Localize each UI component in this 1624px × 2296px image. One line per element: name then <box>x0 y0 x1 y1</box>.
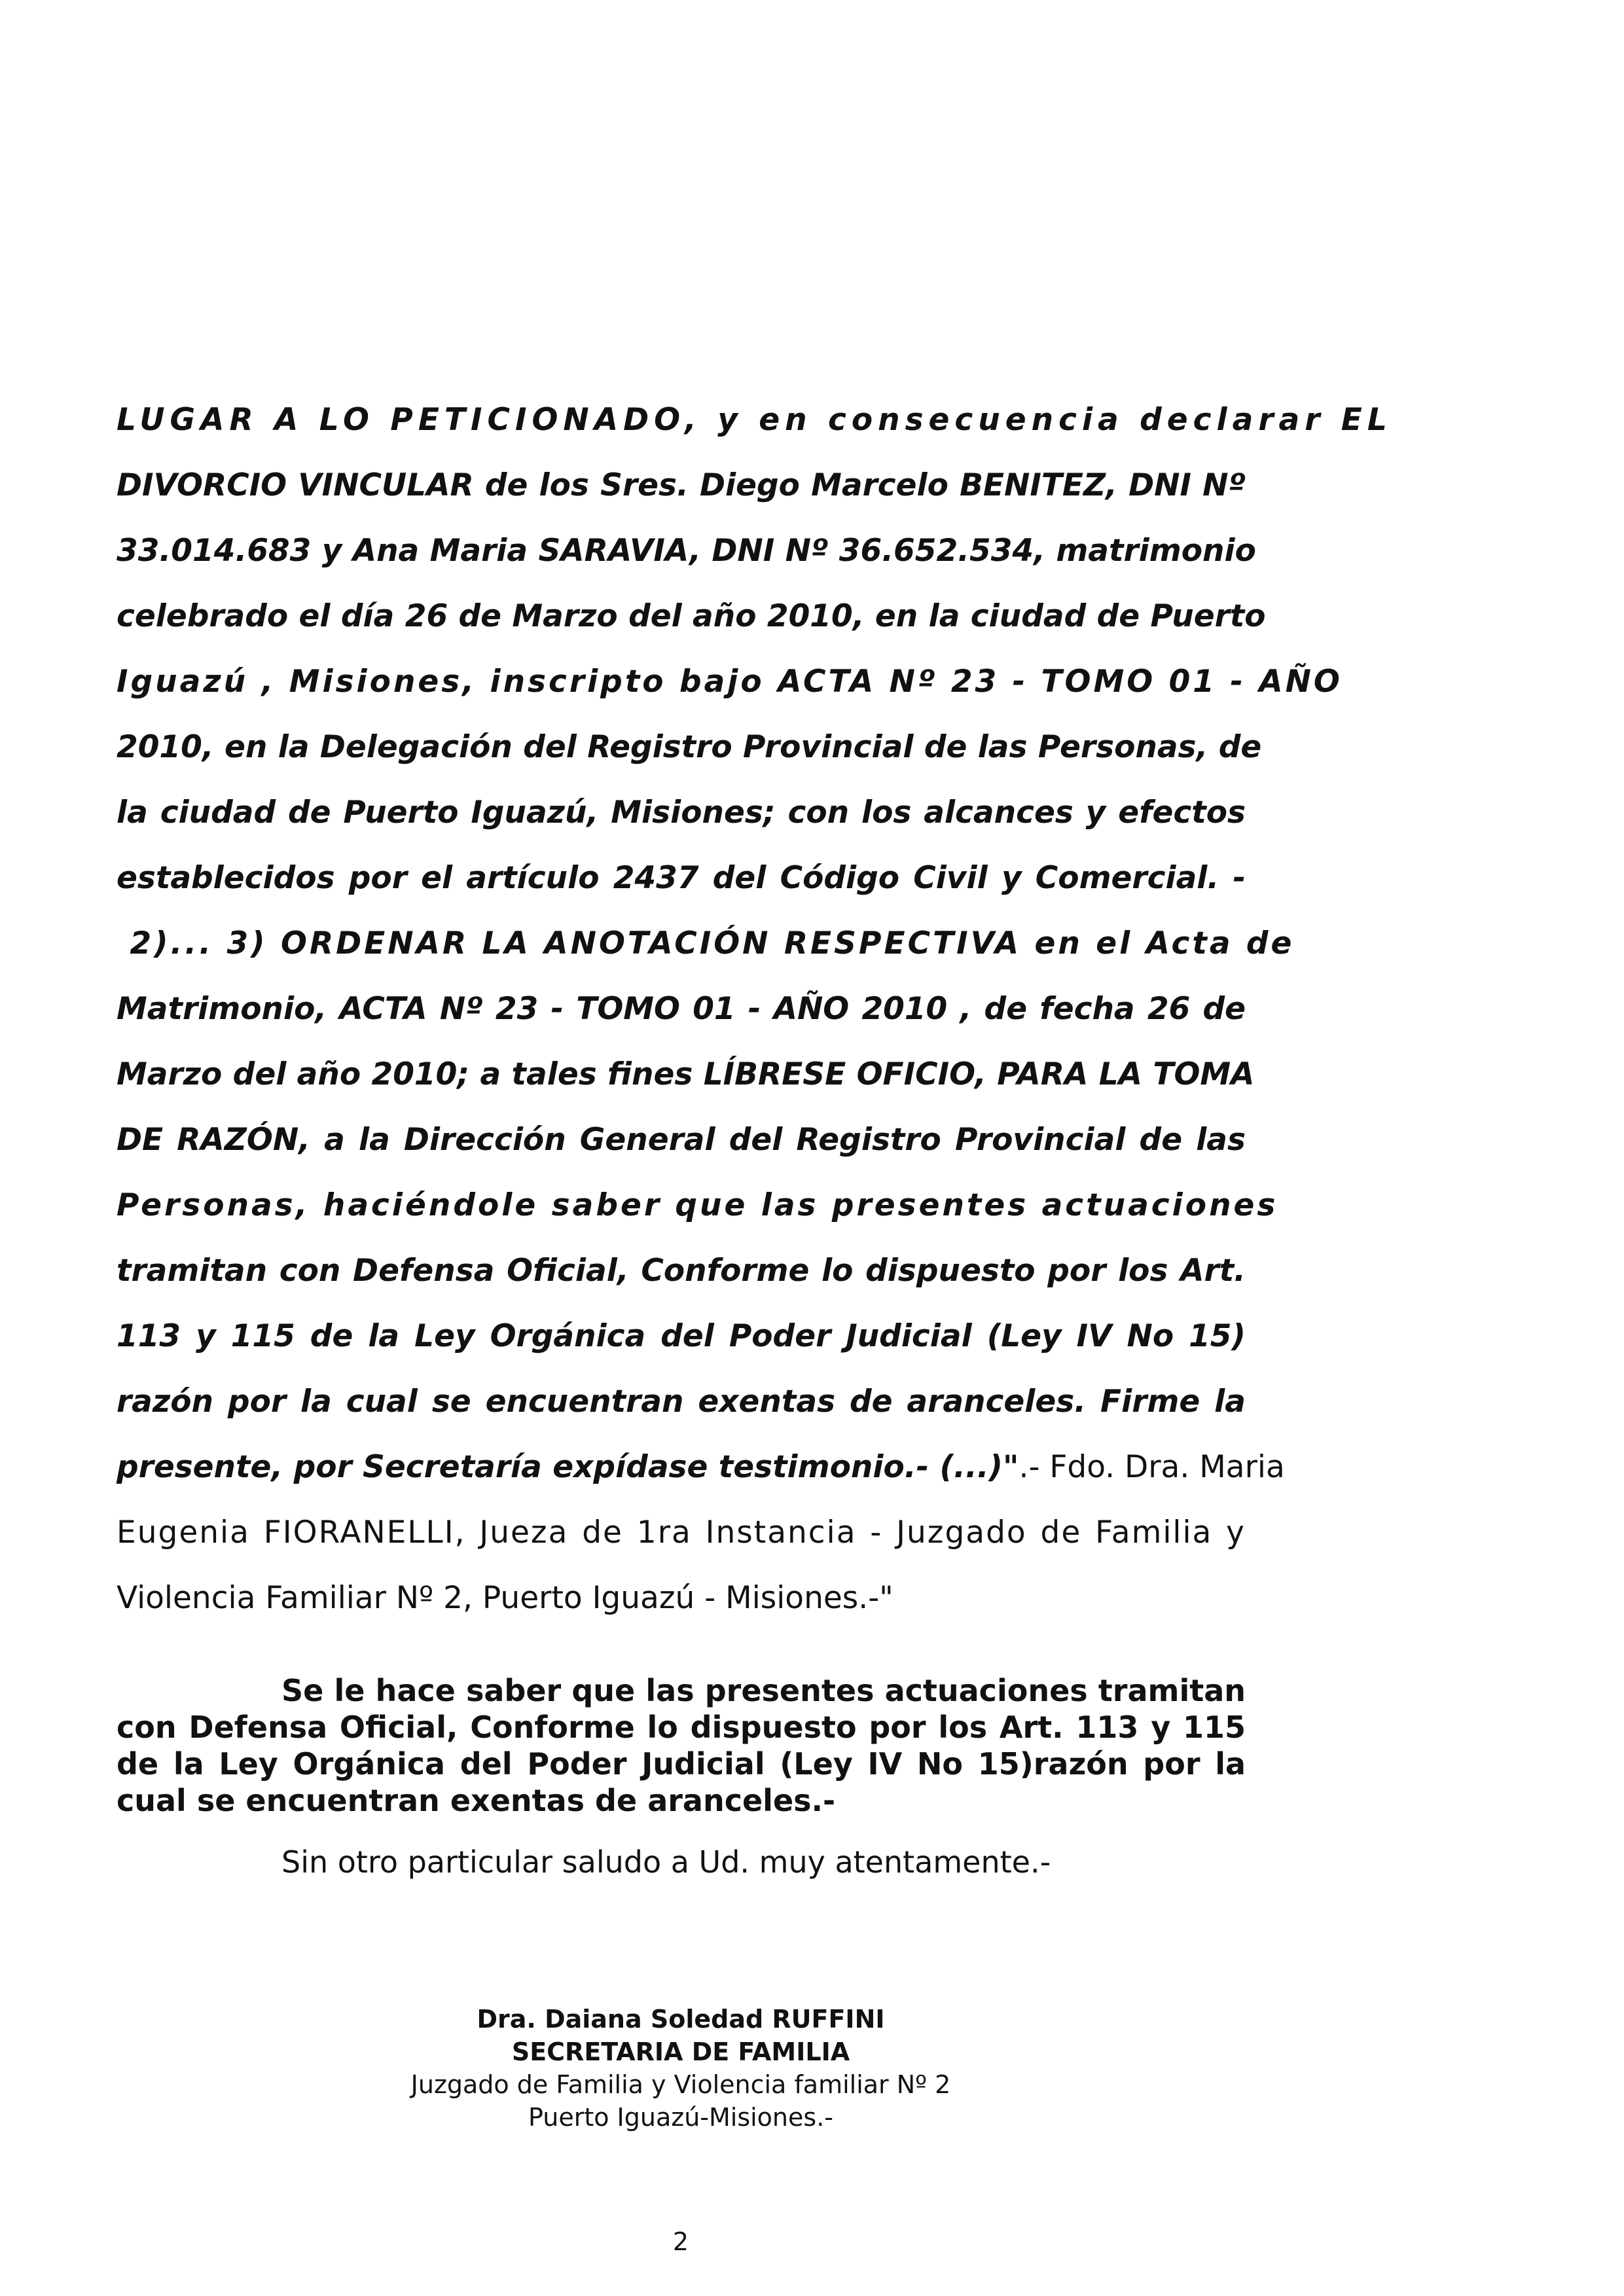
text-line: Matrimonio, ACTA Nº 23 - TOMO 01 - AÑO 2010 , de fecha 26 de <box>117 991 1246 1027</box>
text-line: Personas, haciéndole saber que las presentes actuaciones <box>117 1187 1278 1223</box>
text-line: Iguazú , Misiones, inscripto bajo ACTA Nº 23 - TOMO 01 - AÑO <box>117 664 1343 700</box>
text-line: Eugenia FIORANELLI, Jueza de 1ra Instancia - Juzgado de Familia y <box>117 1515 1246 1551</box>
signer-name: Dra. Daiana Soledad RUFFINI <box>477 2005 885 2034</box>
closing-salutation: Sin otro particular saludo a Ud. muy atentamente.- <box>281 1844 1051 1880</box>
text-line: 2010, en la Delegación del Registro Provincial de las Personas, de <box>117 729 1262 765</box>
notice-line: de la Ley Orgánica del Poder Judicial (Ley IV No 15)razón por la <box>117 1746 1246 1782</box>
notice-line: cual se encuentran exentas de aranceles.- <box>117 1783 836 1818</box>
notice-line: con Defensa Oficial, Conforme lo dispuesto por los Art. 113 y 115 <box>117 1710 1246 1745</box>
signer-city: Puerto Iguazú-Misiones.- <box>528 2103 833 2132</box>
text-line: 113 y 115 de la Ley Orgánica del Poder Judicial (Ley IV No 15) <box>117 1318 1246 1354</box>
text-line: la ciudad de Puerto Iguazú, Misiones; con los alcances y efectos <box>117 795 1246 831</box>
signer-court: Juzgado de Familia y Violencia familiar Nº 2 <box>410 2070 951 2099</box>
signer-title: SECRETARIA DE FAMILIA <box>511 2037 850 2066</box>
text-line: 33.014.683 y Ana Maria SARAVIA, DNI Nº 36.652.534, matrimonio <box>117 533 1256 569</box>
text-line: 2)... 3) ORDENAR LA ANOTACIÓN RESPECTIVA en el Acta de <box>117 925 1295 961</box>
text-line: establecidos por el artículo 2437 del Código Civil y Comercial. - <box>117 860 1246 896</box>
signed-by-text: .- Fdo. Dra. Maria <box>1019 1449 1285 1485</box>
text-line: Marzo del año 2010; a tales fines LÍBRESE OFICIO, PARA LA TOMA <box>117 1056 1255 1092</box>
text-line: DIVORCIO VINCULAR de los Sres. Diego Marcelo BENITEZ, DNI Nº <box>117 467 1246 503</box>
text-line: LUGAR A LO PETICIONADO, y en consecuencia declarar EL <box>117 402 1392 438</box>
exemption-notice <box>117 1672 1246 1819</box>
text-line: razón por la cual se encuentran exentas de aranceles. Firme la <box>117 1384 1246 1420</box>
text-line: celebrado el día 26 de Marzo del año 2010, en la ciudad de Puerto <box>117 598 1266 634</box>
text-line: Violencia Familiar Nº 2, Puerto Iguazú - Misiones.-" <box>117 1580 893 1616</box>
citation-end-bold: presente, por Secretaría expídase testimonio.- (...)" <box>117 1449 1019 1485</box>
notice-line: Se le hace saber que las presentes actuaciones tramitan <box>281 1673 1246 1708</box>
text-line: DE RAZÓN, a la Dirección General del Registro Provincial de las <box>117 1122 1246 1158</box>
page-number: 2 <box>672 2227 689 2256</box>
signature-block <box>353 2003 1008 2134</box>
text-line: tramitan con Defensa Oficial, Conforme lo dispuesto por los Art. <box>117 1253 1246 1289</box>
text-line <box>117 1435 1285 1500</box>
